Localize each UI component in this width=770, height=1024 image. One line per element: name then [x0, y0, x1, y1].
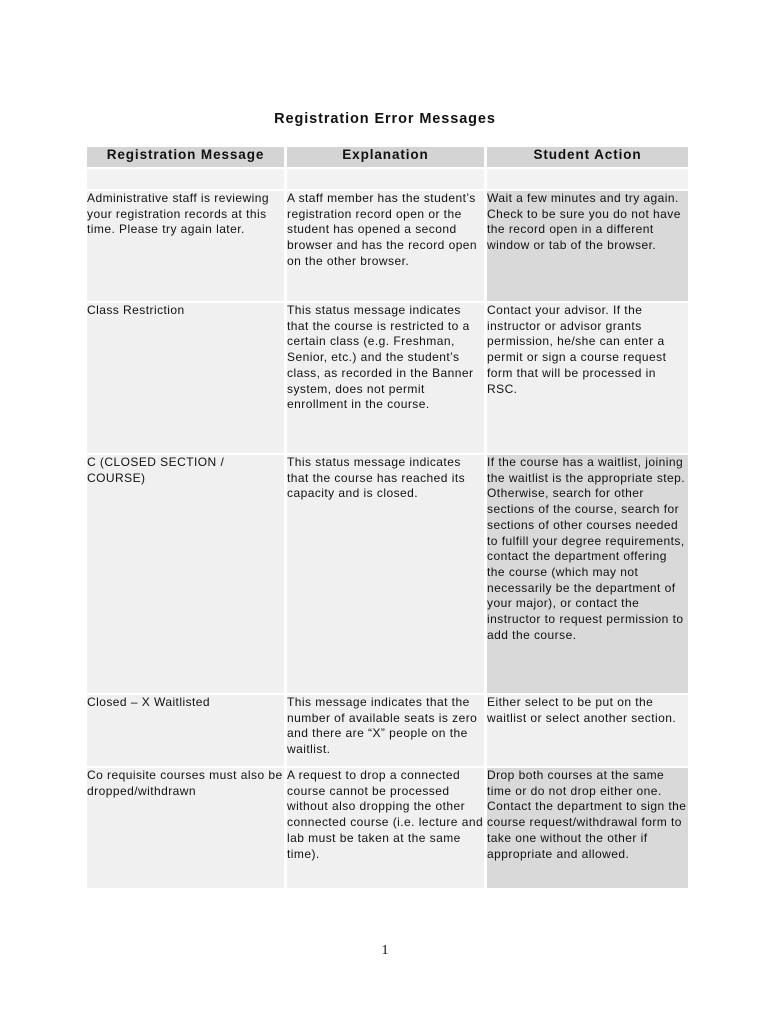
table-row: [87, 191, 688, 303]
spacer-row: [87, 167, 688, 191]
table-row: [87, 768, 688, 890]
action-cell: If the course has a waitlist, joining the waitlist is the appropriate step. Otherwise, search for other sections of the course, search for sections of other courses needed to fulfill your degree requirements, contact the department offering the course (which may not necessarily be the department of your major), or contact the instructor to request permission to add the course.: [487, 455, 688, 695]
action-cell: Either select to be put on the waitlist or select another section.: [487, 695, 688, 768]
table-row: [87, 455, 688, 695]
spacer-cell: [487, 167, 688, 191]
explanation-cell: A staff member has the student’s registration record open or the student has opened a second browser and has the record open on the other browser.: [287, 191, 484, 303]
explanation-cell: This status message indicates that the course is restricted to a certain class (e.g. Freshman, Senior, etc.) and the student’s class, as recorded in the Banner system, does not permit enrollment in the course.: [287, 303, 484, 455]
action-cell: Contact your advisor. If the instructor or advisor grants permission, he/she can enter a permit or sign a course request form that will be processed in RSC.: [487, 303, 688, 455]
action-cell: Drop both courses at the same time or do not drop either one. Contact the department to sign the course request/withdrawal form to take one without the other if appropriate and allowed.: [487, 768, 688, 890]
column-header-student-action: Student Action: [487, 147, 688, 167]
page-title: Registration Error Messages: [274, 111, 496, 127]
action-cell: Wait a few minutes and try again. Check to be sure you do not have the record open in a different window or tab of the browser.: [487, 191, 688, 303]
registration-error-table: [84, 147, 691, 890]
message-cell: Class Restriction: [87, 303, 284, 455]
message-cell: Administrative staff is reviewing your registration records at this time. Please try again later.: [87, 191, 284, 303]
spacer-cell: [87, 167, 284, 191]
table-row: [87, 303, 688, 455]
table-row: [87, 695, 688, 768]
page-number: 1: [381, 943, 389, 958]
explanation-cell: A request to drop a connected course cannot be processed without also dropping the other connected course (i.e. lecture and lab must be taken at the same time).: [287, 768, 484, 890]
header-row: [87, 147, 688, 167]
spacer-cell: [287, 167, 484, 191]
message-cell: Co requisite courses must also be dropped/withdrawn: [87, 768, 284, 890]
column-header-explanation: Explanation: [287, 147, 484, 167]
column-header-registration-message: Registration Message: [87, 147, 284, 167]
message-cell: Closed – X Waitlisted: [87, 695, 284, 768]
explanation-cell: This status message indicates that the course has reached its capacity and is closed.: [287, 455, 484, 695]
explanation-cell: This message indicates that the number of available seats is zero and there are “X” people on the waitlist.: [287, 695, 484, 768]
message-cell: C (CLOSED SECTION / COURSE): [87, 455, 284, 695]
